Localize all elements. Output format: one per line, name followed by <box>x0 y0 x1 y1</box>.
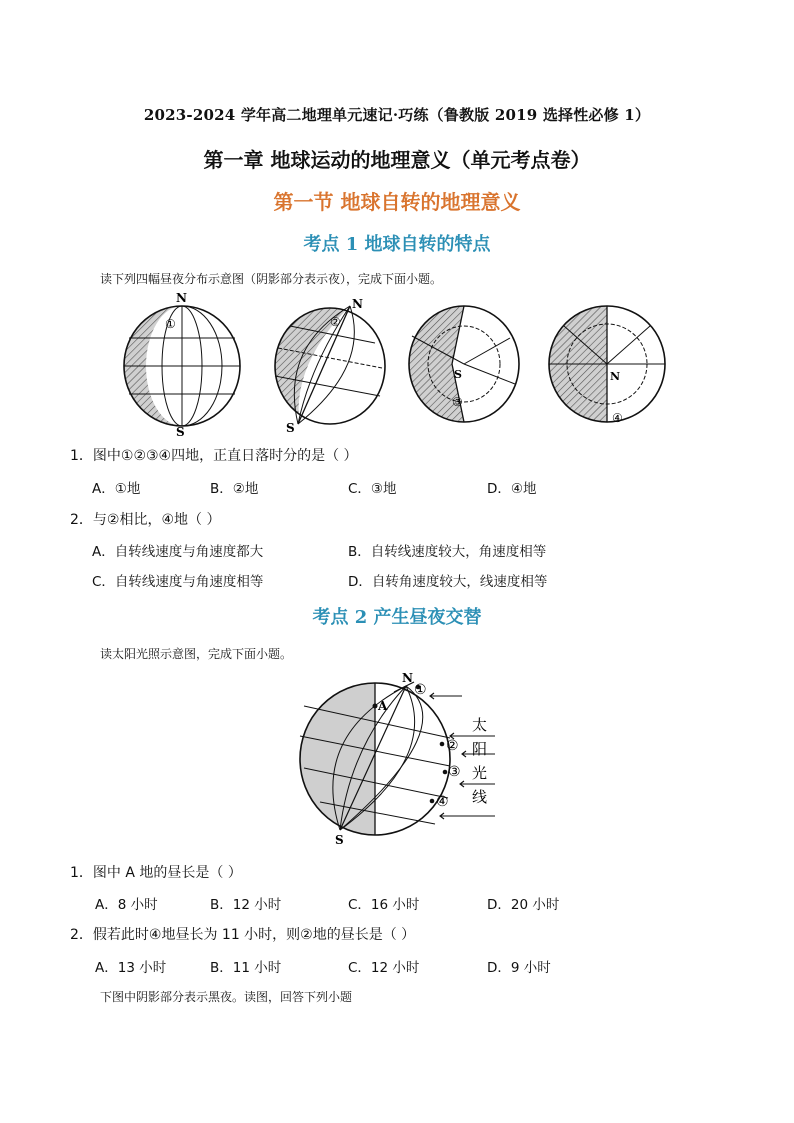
section-title: 第一节 地球自转的地理意义 <box>273 190 521 214</box>
kp1-title: 考点 1 地球自转的特点 <box>303 234 491 255</box>
diagram-4 <box>540 298 665 428</box>
kp2-q1-option-a[interactable]: A．8 小时 <box>95 897 158 913</box>
d1-north-label: N <box>176 291 187 305</box>
marker-3: ③ <box>452 395 463 409</box>
kp1-q2-option-c[interactable]: C．自转线速度与角速度相等 <box>92 574 264 590</box>
kp2-q1-option-d[interactable]: D．20 小时 <box>487 897 560 913</box>
sunlight-char-1: 太 <box>472 716 488 734</box>
kp2-title: 考点 2 产生昼夜交替 <box>312 607 482 628</box>
sun-marker-4: ④ <box>436 794 449 810</box>
d2-north-label: N <box>352 297 363 311</box>
kp1-q1-stem: 1．图中①②③④四地，正直日落时分的是（ ） <box>70 448 358 464</box>
day-night-diagrams <box>110 288 680 438</box>
kp1-q1-option-d[interactable]: D．④地 <box>487 481 537 497</box>
kp2-q1-option-b[interactable]: B．12 小时 <box>210 897 282 913</box>
kp1-intro: 读下列四幅昼夜分布示意图（阴影部分表示夜），完成下面小题。 <box>100 272 443 286</box>
kp2-q1-stem: 1．图中 A 地的昼长是（ ） <box>70 865 242 881</box>
sun-marker-2: ② <box>446 738 459 754</box>
kp1-q2-option-d[interactable]: D．自转角速度较大，线速度相等 <box>348 574 548 590</box>
document-header: 2023-2024 学年高二地理单元速记·巧练（鲁教版 2019 选择性必修 1） <box>143 106 651 124</box>
marker-1: ① <box>165 317 176 331</box>
marker-4: ④ <box>612 411 623 425</box>
point-a-label: A <box>378 699 388 713</box>
kp2-q2-stem: 2．假若此时④地昼长为 11 小时，则②地的昼长是（ ） <box>70 927 416 943</box>
kp2-q2-option-d[interactable]: D．9 小时 <box>487 960 551 976</box>
kp1-q1-option-a[interactable]: A．①地 <box>92 481 141 497</box>
sun-south-label: S <box>335 833 344 847</box>
diagram-1 <box>124 291 240 438</box>
d1-south-label: S <box>176 425 185 438</box>
sunlight-diagram <box>290 666 510 852</box>
kp2-q2-option-c[interactable]: C．12 小时 <box>348 960 420 976</box>
sun-marker-1: ① <box>414 682 427 698</box>
kp2-intro: 读太阳光照示意图，完成下面小题。 <box>100 647 293 661</box>
chapter-title: 第一章 地球运动的地理意义（单元考点卷） <box>203 148 591 172</box>
d4-north-label: N <box>610 370 621 383</box>
kp1-q2-option-a[interactable]: A．自转线速度与角速度都大 <box>92 544 264 560</box>
kp1-q2-option-b[interactable]: B．自转线速度较大，角速度相等 <box>348 544 547 560</box>
kp1-q1-option-b[interactable]: B．②地 <box>210 481 259 497</box>
next-figure-intro: 下图中阴影部分表示黑夜。读图，回答下列小题 <box>100 990 353 1004</box>
kp2-q2-option-b[interactable]: B．11 小时 <box>210 960 282 976</box>
kp1-q2-stem: 2．与②相比，④地（ ） <box>70 512 221 528</box>
d2-south-label: S <box>286 421 295 435</box>
kp2-q2-option-a[interactable]: A．13 小时 <box>95 960 167 976</box>
marker-2: ② <box>330 315 341 329</box>
diagram-2 <box>260 297 385 435</box>
sun-marker-3: ③ <box>448 764 461 780</box>
d3-south-label: S <box>454 368 462 381</box>
diagram-3 <box>400 306 519 422</box>
sunlight-char-3: 光 <box>472 764 488 782</box>
kp1-q1-option-c[interactable]: C．③地 <box>348 481 397 497</box>
sunlight-char-4: 线 <box>472 788 488 806</box>
sunlight-char-2: 阳 <box>472 740 488 758</box>
kp2-q1-option-c[interactable]: C．16 小时 <box>348 897 420 913</box>
sun-north-label: N <box>402 671 413 685</box>
